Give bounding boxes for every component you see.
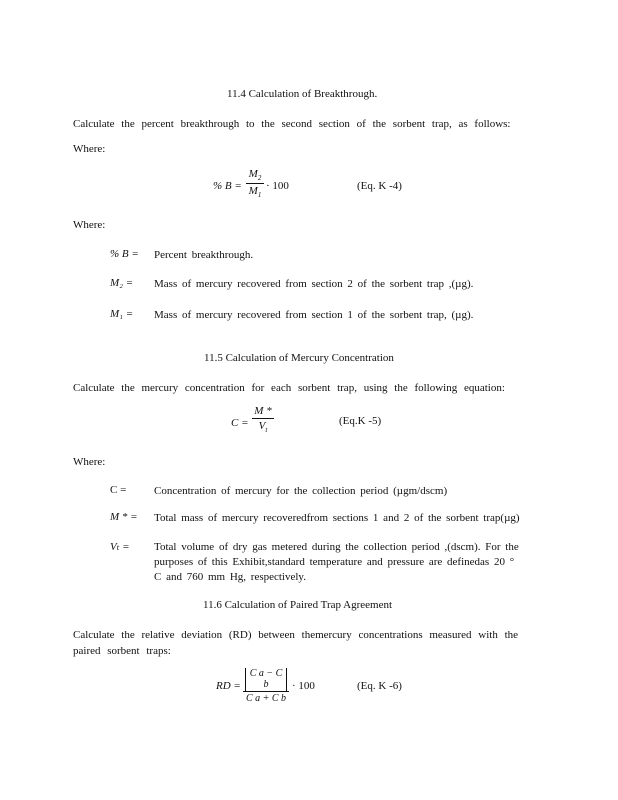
def-text: Percent breakthrough. [154, 249, 254, 261]
equation-k5 [0, 405, 618, 445]
def-text: Total volume of dry gas metered during the collection period ,(dscm). For the purposes of this Exhibit,standard temperature and pressure are definedas 20 ° C and 760 mm Hg, respectively. [154, 541, 519, 583]
def-text: Mass of mercury recovered from section 2 of the sorbent trap ,(µg). [154, 278, 474, 290]
equation-fraction: C a − C b C a + C b [243, 668, 289, 704]
def-text: Concentration of mercury for the collection period (µgm/dscm) [154, 485, 448, 497]
section-11-4-intro: Calculate the percent breakthrough to the second section of the sorbent trap, as follows: [73, 118, 511, 130]
def-term: % B = [110, 248, 139, 260]
section-11-4-heading: 11.4 Calculation of Breakthrough. [227, 88, 378, 100]
equation-k4 [0, 168, 618, 208]
section-11-6-intro: Calculate the relative deviation (RD) between themercury concentrations measured with the paired sorbent traps: [73, 629, 519, 657]
equation-fraction: $M_2$ $M_1$ [246, 168, 264, 199]
def-term: Vₜ = [110, 541, 130, 553]
equation-fraction: M * $V_t$ [252, 405, 274, 434]
section-11-5-heading: 11.5 Calculation of Mercury Concentration [204, 352, 394, 364]
where-label: Where: [73, 219, 106, 231]
def-text: Mass of mercury recovered from section 1 of the sorbent trap, (µg). [154, 309, 474, 321]
equation-k6 [0, 668, 618, 708]
equation-lhs: C = [231, 417, 249, 429]
def-term: M₂ = [110, 277, 134, 289]
equation-multiplier: · 100 [292, 680, 315, 692]
equation-lhs: % B = [213, 180, 242, 192]
equation-label: (Eq. K -4) [357, 180, 402, 192]
where-label: Where: [73, 143, 106, 155]
where-label: Where: [73, 456, 106, 468]
equation-multiplier: · 100 [266, 180, 289, 192]
def-term: C = [110, 484, 127, 496]
equation-label: (Eq.K -5) [339, 415, 382, 427]
def-text: Total mass of mercury recoveredfrom sections 1 and 2 of the sorbent trap(µg) [154, 512, 520, 524]
section-11-5-intro: Calculate the mercury concentration for each sorbent trap, using the following equation: [73, 382, 505, 394]
def-term: M * = [110, 511, 138, 523]
equation-label: (Eq. K -6) [357, 680, 402, 692]
section-11-6-heading: 11.6 Calculation of Paired Trap Agreement [203, 599, 393, 611]
equation-lhs: RD = [216, 680, 241, 692]
def-term: M₁ = [110, 308, 134, 320]
